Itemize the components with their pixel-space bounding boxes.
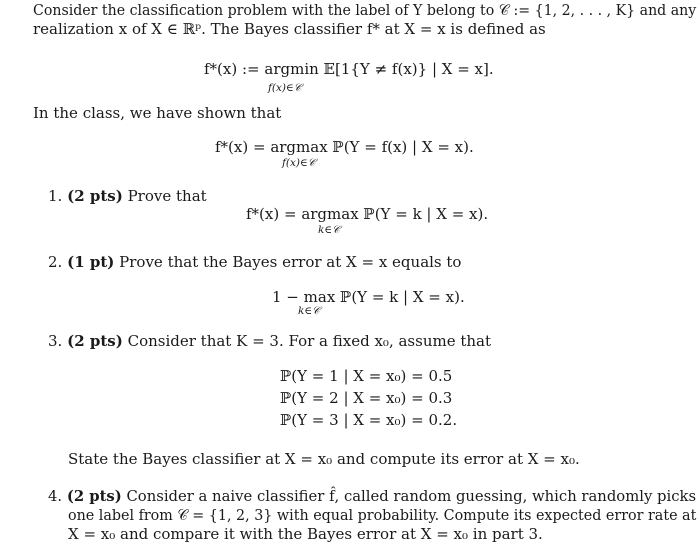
question-3-number: 3.	[48, 332, 63, 350]
equation-bayes-definition-subscript: f(x)∈𝒞	[268, 82, 302, 94]
intro-line-2: realization x of X ∈ ℝᵖ. The Bayes classifier f* at X = x is defined as	[33, 20, 546, 38]
question-4-number: 4.	[48, 487, 63, 505]
question-2	[48, 252, 461, 273]
equation-bayes-error: 1 − max ℙ(Y = k | X = x).	[272, 288, 465, 306]
question-1-number: 1.	[48, 187, 63, 205]
in-class-text: In the class, we have shown that	[33, 104, 282, 122]
question-4-line-2: one label from 𝒞 = {1, 2, 3} with equal probability. Compute its expected error rate at	[68, 506, 697, 524]
question-4-line-3: X = x₀ and compare it with the Bayes error at X = x₀ in part 3.	[68, 525, 543, 543]
question-3-followup: State the Bayes classifier at X = x₀ and compute its error at X = x₀.	[68, 450, 580, 468]
equation-argmax-f: f*(x) = argmax ℙ(Y = f(x) | X = x).	[215, 138, 474, 156]
question-1-points: (2 pts)	[67, 187, 123, 205]
equation-argmax-k: f*(x) = argmax ℙ(Y = k | X = x).	[246, 205, 489, 223]
question-4-line-1: Consider a naive classifier f̂, called random guessing, which randomly picks	[126, 487, 697, 505]
question-2-text: Prove that the Bayes error at X = x equals to	[119, 253, 462, 271]
equation-argmax-f-subscript: f(x)∈𝒞	[282, 157, 316, 169]
probability-y2: ℙ(Y = 2 | X = x₀) = 0.3	[280, 389, 453, 407]
question-4	[48, 486, 696, 507]
question-2-points: (1 pt)	[67, 253, 115, 271]
equation-argmax-k-subscript: k∈𝒞	[318, 224, 340, 236]
probability-y3: ℙ(Y = 3 | X = x₀) = 0.2.	[280, 411, 458, 429]
probability-y1: ℙ(Y = 1 | X = x₀) = 0.5	[280, 367, 453, 385]
equation-bayes-error-subscript: k∈𝒞	[298, 305, 320, 317]
equation-bayes-definition: f*(x) := argmin 𝔼[1{Y ≠ f(x)} | X = x].	[204, 60, 494, 78]
question-3-points: (2 pts)	[67, 332, 123, 350]
question-4-points: (2 pts)	[66, 487, 122, 505]
question-2-number: 2.	[48, 253, 63, 271]
question-1	[48, 186, 207, 207]
question-3	[48, 331, 491, 352]
question-1-text: Prove that	[127, 187, 207, 205]
intro-line-1: Consider the classification problem with the label of Y belong to 𝒞 := {1, 2, . . . , K} and any	[33, 1, 697, 19]
question-3-text: Consider that K = 3. For a fixed x₀, assume that	[127, 332, 492, 350]
